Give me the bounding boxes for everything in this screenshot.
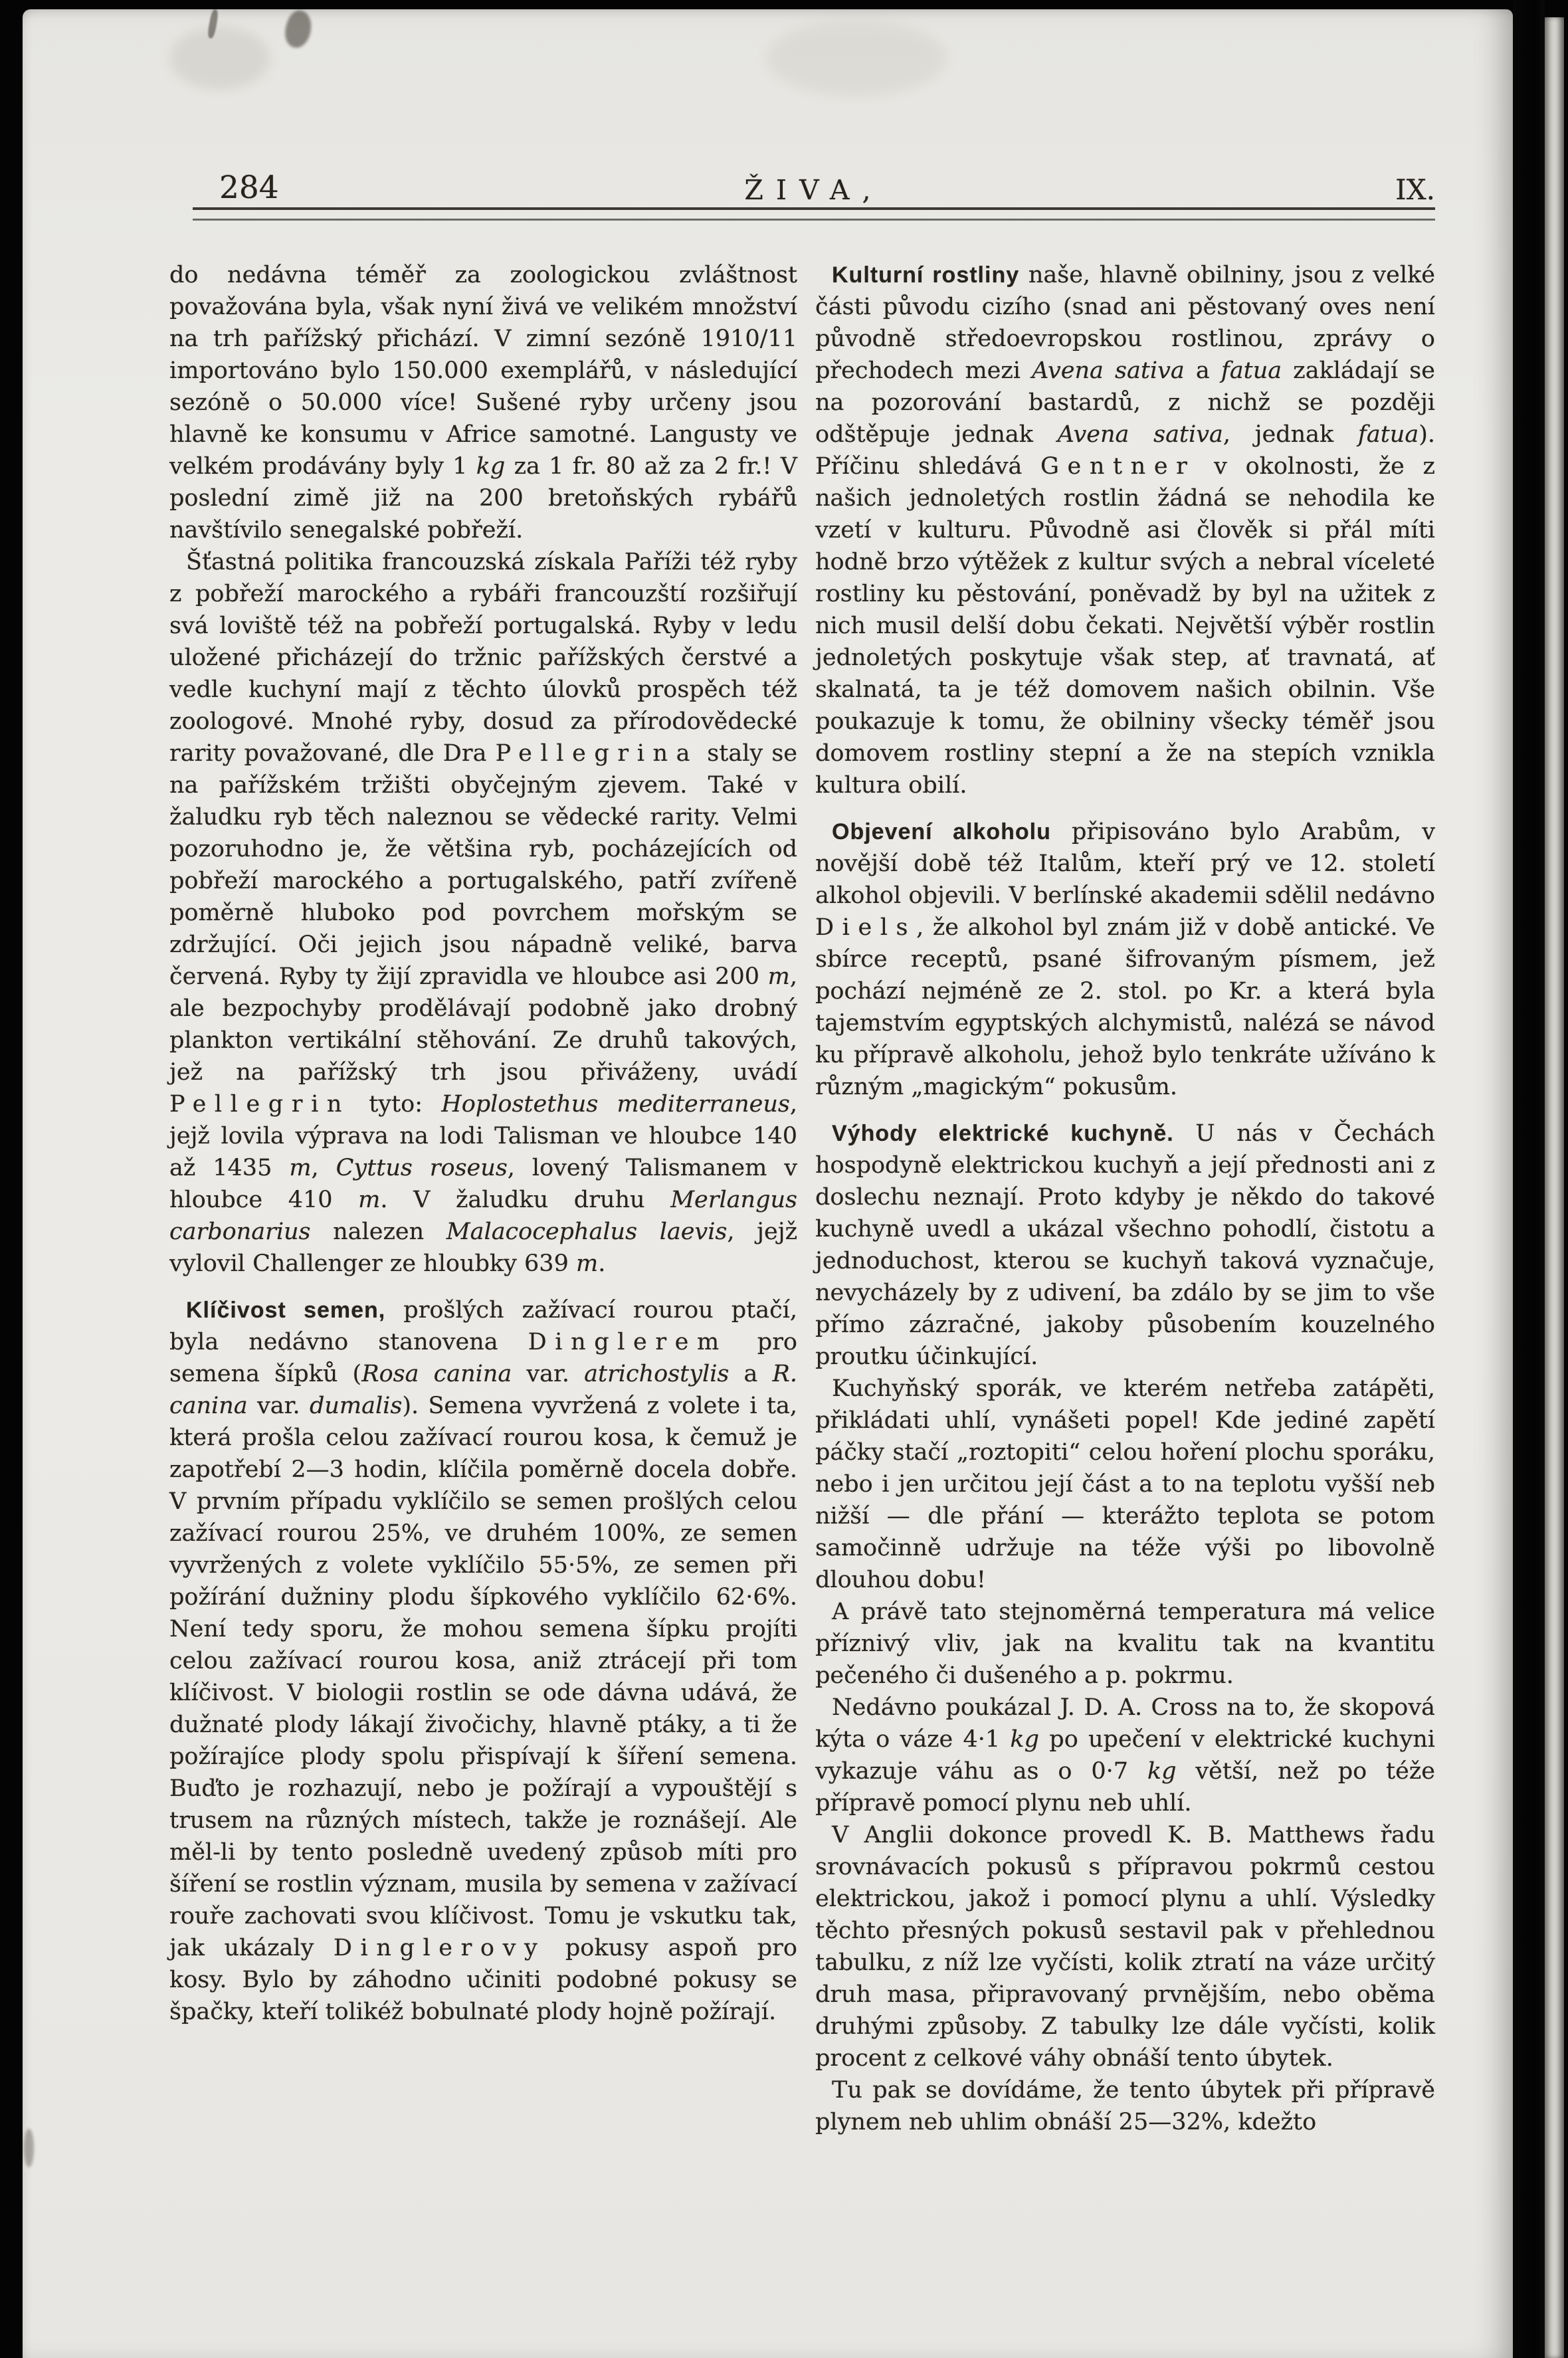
body-text: ). Semena vyvržená z volete i ta, která prošla celou zažívací rourou kosa, k čemuž je zapotřebí 2—3 hodin, klíčila poměrně docela dobře. V prvním případu vyklíčilo se semen prošlých celou zažívací rourou 25%, ve druhém 100%, ze semen vyvržených z volete vyklíčilo 55·5%, ze semen při požírání dužniny plodu šípkového vyklíčilo 62·6%. Není tedy sporu, že mohou semena šípku projíti celou zažívací rourou kosa, aniž ztrácejí při tom klíčivost. V biologii rostlin se ode dávna udává, že dužnaté plody lákají živočichy, hlavně ptáky, a ti že požírajíce plody spolu přispívají k šíření semena. Buďto je rozhazují, nebo je požírají a vypouštějí s trusem na různých místech, takže je roznášejí. Ale měl-li by tento posledně uvedený způsob míti pro šíření se rostlin význam, musila by semena v zažívací rouře zachovati svou klíčivost. Tomu je vskutku tak, jak ukázaly (169, 1393, 797, 1961)
paragraph (815, 816, 1435, 1103)
section-heading: Objevení alkoholu (832, 819, 1051, 844)
letterspaced-name: Diels (815, 914, 917, 941)
body-text: V Anglii dokonce provedl K. B. Matthews řadu srovnávacích pokusů s přípravou pokrmů cestou elektrickou, jakož i pomocí plynu a uhlí. Výsledky těchto přesných pokusů sestavil pak v přehlednou tabulku, z níž lze vyčísti, kolik ztratí na váze určitý druh masa, připravovaný prvnějším, nebo oběma druhými způsoby. Z tabulky lze dále vyčísti, kolik procent z celkové váhy obnáší tento úbytek. (815, 1822, 1435, 2072)
letterspaced-name: Dinglerovy (333, 1935, 546, 1961)
header-double-rule (193, 207, 1435, 221)
italic-text: m (358, 1187, 381, 1213)
left-text-column (169, 259, 797, 2028)
body-text: za 1 fr. 80 až za 2 fr.! V poslední zimě již na 200 bretoňských rybářů navštívilo senegalské pobřeží. (169, 453, 797, 543)
right-text-column (815, 259, 1435, 2138)
body-text: nalezen (310, 1219, 446, 1245)
body-text: v okolnosti, že z našich jednoletých rostlin žádná se nehodila ke vzetí v kulturu. Původně asi člověk si přál míti hodně brzo výtěžek z kultur svých a nebral víceleté rostliny ku pěstování, poněvadž by byl na užitek z nich musil delší dobu čekati. Největší výběr rostlin jednoletých poskytuje však step, ať travnatá, ať skalnatá, ta je též domovem našich obilnin. Vše poukazuje k tomu, že obilniny všecky téměř jsou domovem rostliny stepní a že na stepích vznikla kultura obilí. (815, 453, 1435, 799)
italic-text: Avena sativa (1032, 357, 1185, 384)
body-text: zakládají se na pozorování bastardů, z nichž se později odštěpuje jednak (815, 357, 1435, 448)
running-head (193, 163, 1435, 221)
journal-title: ŽIVA, (744, 174, 884, 206)
adjacent-page-edge (1545, 17, 1564, 2358)
margin-mark (24, 2129, 34, 2167)
body-text: staly se na pařížském tržišti obyčejným zjevem. Také v žaludku ryb těch naleznou se vědecké rarity. Velmi pozoruhodno je, že většina ryb, pocházejících od pobřeží marockého a portugalského, patří zvířeně poměrně hluboko pod povrchem mořským se zdržující. Oči jejich jsou nápadně veliké, barva červená. Ryby ty žijí zpravidla ve hloubce asi 200 (169, 740, 797, 990)
paragraph (815, 2074, 1435, 2138)
body-text: tyto: (350, 1091, 442, 1118)
body-text: prošlých zažívací rourou ptačí, byla nedávno stanovena (169, 1297, 797, 1355)
paragraph (815, 1118, 1435, 1373)
ink-smudge (281, 8, 316, 50)
body-text: Šťastná politika francouzská získala Paříži též ryby z pobřeží marockého a rybáři francouzští rozšiřují svá loviště též na pobřeží portugalská. Ryby v ledu uložené přicházejí do tržnic pařížských čerstvé a vedle kuchyní mají z těchto úlovků prospěch též zoologové. Mnohé ryby, dosud za přírodovědecké rarity považované, dle Dra (169, 549, 797, 767)
paragraph (815, 1819, 1435, 2074)
body-text: a (729, 1361, 773, 1387)
italic-text: Avena sativa (1057, 421, 1223, 448)
body-text: var. (512, 1361, 585, 1387)
body-text: do nedávna téměř za zoologickou zvláštnost považována byla, však nyní živá ve velikém množství na trh pařížský přichází. V zimní sezóně 1910/11 importováno bylo 150.000 exemplářů, v následující sezóně o 50.000 více! Sušené ryby určeny jsou hlavně ke konsumu v Africe samotné. Langusty ve velkém prodávány byly 1 (169, 262, 797, 480)
body-text: , ale bezpochyby prodělávají podobně jako drobný plankton vertikální stěhování. Ze druhů takových, jež na pařížský trh jsou přiváženy, uvádí (169, 963, 797, 1086)
italic-text: atrichostylis (584, 1361, 730, 1387)
italic-text: kg (1010, 1726, 1040, 1753)
body-text: po upečení v elektrické kuchyni vykazuje váhu as o 0·7 (815, 1726, 1435, 1785)
volume-number: IX. (1395, 173, 1435, 206)
paragraph (815, 259, 1435, 801)
body-text: připisováno bylo Arabům, v novější době též Italům, kteří prý ve 12. století alkohol objevili. V berlínské akademii sdělil nedávno (815, 819, 1435, 909)
body-text: . V žaludku druhu (380, 1187, 671, 1213)
paragraph (815, 1373, 1435, 1596)
paragraph (815, 1692, 1435, 1819)
body-text: , (311, 1155, 336, 1181)
body-text: A právě tato stejnoměrná temperatura má velice příznivý vliv, jak na kvalitu tak na kvantitu pečeného či dušeného a p. pokrmu. (815, 1599, 1435, 1689)
body-text: , že alkohol byl znám již v době antické. Ve sbírce receptů, psané šifrovaným písmem, jež pochází nejméně ze 2. stol. po Kr. a která byla tajemstvím egyptských alchymistů, nalézá se návod ku přípravě alkoholu, jehož bylo tenkráte užíváno k různým „magickým“ pokusům. (815, 914, 1435, 1100)
paragraph (169, 546, 797, 1280)
section-heading: Klíčivost semen, (186, 1298, 386, 1323)
italic-text: m (575, 1250, 599, 1277)
body-text: pro semena šípků ( (169, 1329, 797, 1387)
letterspaced-name: Dinglerem (528, 1329, 728, 1355)
italic-text: Cyttus roseus (336, 1155, 508, 1181)
body-text: , jejž lovila výprava na lodi Talisman ve hloubce 140 až 1435 (169, 1091, 797, 1181)
body-text: Kuchyňský sporák, ve kterém netřeba zatápěti, přikládati uhlí, vynášeti popel! Kde jediné zapětí páčky stačí „roztopiti“ celou hoření plochu sporáku, nebo i jen určitou její část a to na teplotu vyšší neb nižší — dle přání — kterážto teplota se potom samočinně udržuje na téže výši po libovolně dlouhou dobu! (815, 1375, 1435, 1593)
italic-text: fatua (1357, 421, 1419, 448)
letterspaced-name: Pellegrin (169, 1091, 351, 1118)
paragraph (169, 1294, 797, 2028)
italic-text: fatua (1221, 357, 1282, 384)
italic-text: R. canina (169, 1361, 797, 1419)
body-text: , jednak (1223, 421, 1358, 448)
italic-text: dumalis (309, 1393, 403, 1419)
section-heading: Kulturní rostliny (832, 262, 1020, 288)
paper-stain (170, 27, 270, 90)
italic-text: Malacocephalus laevis (446, 1219, 728, 1245)
italic-text: kg (476, 453, 506, 480)
italic-text: m (289, 1155, 312, 1181)
ink-smudge (207, 9, 219, 39)
italic-text: Hoplostethus mediterraneus (441, 1091, 790, 1118)
italic-text: Rosa canina (361, 1361, 512, 1387)
body-text: Nedávno poukázal J. D. A. Cross na to, že skopová kýta o váze 4·1 (815, 1694, 1435, 1753)
letterspaced-name: Pellegrina (495, 740, 699, 767)
body-text: větší, než po téže přípravě pomocí plynu neb uhlí. (815, 1758, 1435, 1817)
body-text: a (1184, 357, 1221, 384)
page-number: 284 (219, 169, 279, 206)
paragraph (815, 1596, 1435, 1692)
body-text: . (598, 1250, 606, 1277)
body-text: , lovený Talismanem v hloubce 410 (169, 1155, 797, 1213)
body-text: ). Příčinu shledává (815, 421, 1435, 480)
journal-page (23, 9, 1513, 2358)
italic-text: Merlangus carbonarius (169, 1187, 797, 1245)
body-text: pokusy aspoň pro kosy. Bylo by záhodno učiniti podobné pokusy se špačky, kteří tolikéž bobulnaté plody hojně požírají. (169, 1935, 797, 2025)
paragraph (169, 259, 797, 546)
section-heading: Výhody elektrické kuchyně. (832, 1121, 1174, 1146)
body-text: naše, hlavně obilniny, jsou z velké části původu cizího (snad ani pěstovaný oves není původně středoevropskou rostlinou, zprávy o přechodech mezi (815, 262, 1435, 384)
body-text: , jejž vylovil Challenger ze hloubky 639 (169, 1219, 798, 1277)
italic-text: kg (1147, 1758, 1177, 1785)
body-text: var. (247, 1393, 310, 1419)
book-gutter-shadow (1513, 0, 1545, 2358)
italic-text: m (767, 963, 790, 990)
letterspaced-name: Gentner (1040, 453, 1196, 480)
body-text: Tu pak se dovídáme, že tento úbytek při přípravě plynem neb uhlim obnáší 25—32%, kdežto (815, 2077, 1435, 2135)
body-text: U nás v Čechách hospodyně elektrickou kuchyň a její přednosti ani z doslechu neznají. Proto kdyby je někdo do takové kuchyně uvedl a ukázal všechno pohodlí, čistotu a jednoduchost, kterou se kuchyň taková vyznačuje, nevycházely by z udivení, ba zdálo by se jim to vše přímo zázračné, jakoby působením kouzelného proutku účinkující. (815, 1120, 1436, 1370)
paper-stain (767, 20, 946, 96)
